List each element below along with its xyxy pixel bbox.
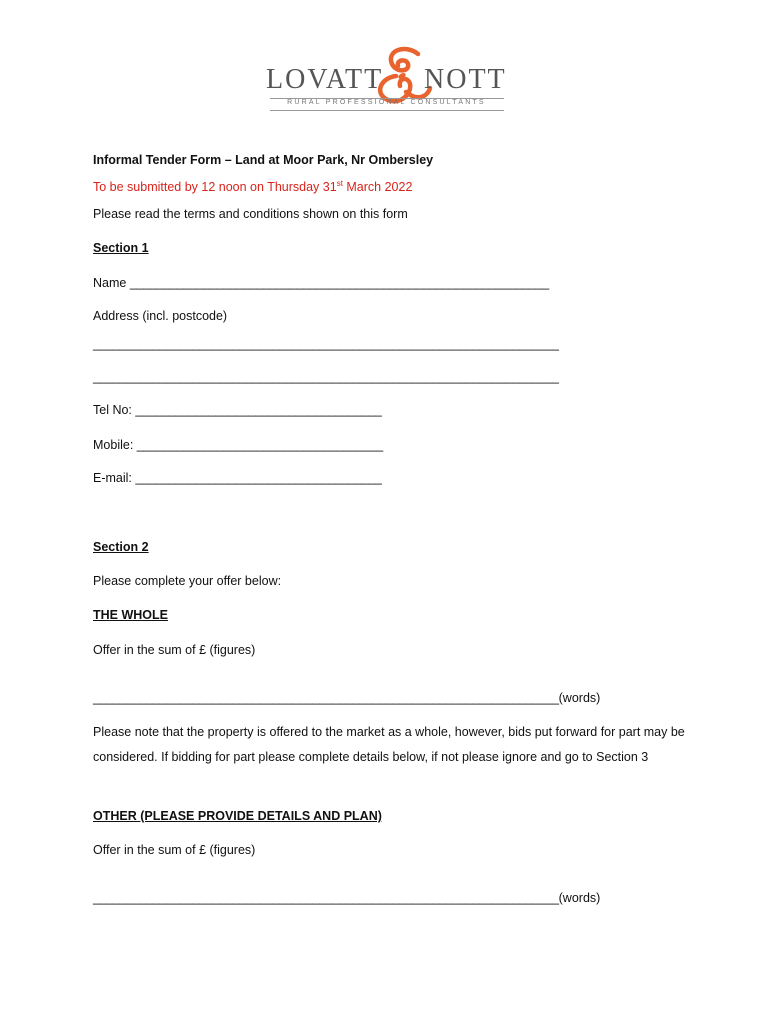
whole-words-label: (words)	[558, 691, 601, 705]
mobile-field[interactable]	[93, 437, 383, 453]
part-bid-note: Please note that the property is offered to the market as a whole, however, bids put forward for part may be considered. If bidding for part please complete details below, if not please ignore and go to Section 3	[93, 725, 685, 764]
deadline-prefix: To be submitted by 12 noon on Thursday 31	[93, 180, 337, 194]
instruction-text: Please read the terms and conditions shown on this form	[93, 207, 408, 221]
address-line-2[interactable]: ______________________________________________________________________	[93, 370, 559, 384]
form-title: Informal Tender Form – Land at Moor Park, Nr Ombersley	[93, 153, 434, 167]
email-label: E-mail:	[93, 471, 132, 485]
offer-intro: Please complete your offer below:	[93, 574, 282, 588]
other-words-field[interactable]	[93, 890, 600, 906]
name-field[interactable]	[93, 275, 549, 291]
other-words-label: (words)	[558, 891, 601, 905]
email-blank[interactable]: _____________________________________	[135, 471, 382, 485]
logo-left-word: LOVATT	[266, 64, 384, 95]
address-label: Address (incl. postcode)	[93, 309, 228, 323]
email-field[interactable]	[93, 470, 382, 486]
logo-rule-bottom	[270, 110, 504, 111]
deadline-sup: st	[336, 178, 343, 188]
company-logo	[264, 54, 509, 112]
other-offer-label: Offer in the sum of £ (figures)	[93, 843, 256, 857]
logo-right-word: NOTT	[424, 64, 507, 95]
address-line-1[interactable]: ______________________________________________________________________	[93, 337, 559, 351]
name-blank[interactable]: _______________________________________________________________	[129, 276, 549, 290]
name-label: Name	[93, 276, 127, 290]
section1-heading: Section 1	[93, 241, 149, 255]
other-words-blank[interactable]: ______________________________________________________________________	[93, 891, 559, 905]
logo-tagline: RURAL PROFESSIONAL CONSULTANTS	[287, 99, 486, 106]
mobile-label: Mobile:	[93, 438, 134, 452]
deadline-text	[93, 179, 412, 195]
tel-label: Tel No:	[93, 403, 132, 417]
whole-words-blank[interactable]: ______________________________________________________________________	[93, 691, 559, 705]
whole-offer-label: Offer in the sum of £ (figures)	[93, 643, 256, 657]
section2-heading: Section 2	[93, 540, 149, 554]
whole-words-field[interactable]	[93, 690, 600, 706]
mobile-blank[interactable]: _____________________________________	[136, 438, 383, 452]
tel-field[interactable]	[93, 402, 382, 418]
other-heading: OTHER (PLEASE PROVIDE DETAILS AND PLAN)	[93, 809, 382, 823]
tel-blank[interactable]: _____________________________________	[135, 403, 382, 417]
deadline-suffix: March 2022	[342, 180, 413, 194]
whole-heading: THE WHOLE	[93, 608, 168, 622]
